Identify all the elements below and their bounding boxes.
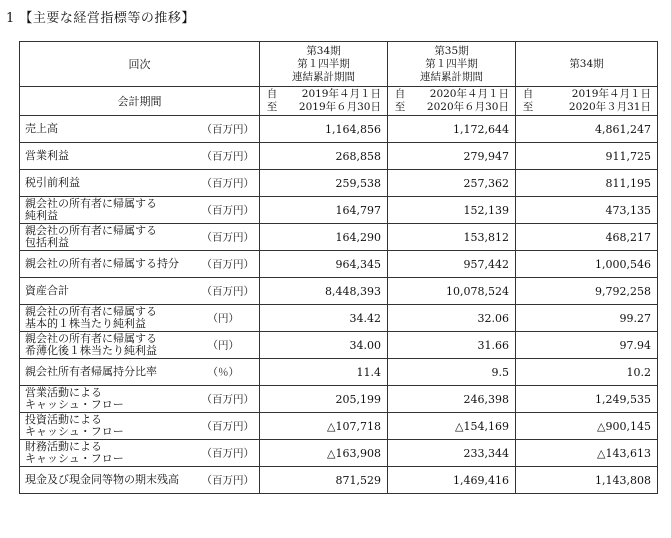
row-label: 親会社の所有者に帰属する bbox=[25, 332, 157, 345]
from-label: 自 bbox=[266, 88, 278, 100]
row-label: 営業利益 bbox=[25, 149, 69, 162]
value-cell: 10.2 bbox=[516, 359, 658, 386]
value-cell: 1,172,644 bbox=[388, 116, 516, 143]
value-cell: △163,908 bbox=[260, 440, 388, 467]
row-label: キャッシュ・フロー bbox=[25, 452, 124, 465]
kaiji-label: 回次 bbox=[20, 42, 260, 87]
value-cell: 246,398 bbox=[388, 386, 516, 413]
table-body bbox=[20, 116, 658, 494]
table-row bbox=[20, 332, 658, 359]
value-cell: △143,613 bbox=[516, 440, 658, 467]
value-cell: 164,290 bbox=[260, 224, 388, 251]
row-unit: （円） bbox=[207, 312, 239, 325]
value-cell: 152,139 bbox=[388, 197, 516, 224]
period-range-fy-34 bbox=[516, 87, 658, 116]
row-unit: （百万円） bbox=[201, 285, 254, 298]
table-row bbox=[20, 170, 658, 197]
row-label-cell bbox=[20, 143, 260, 170]
period-number: 第34期 bbox=[306, 44, 341, 57]
row-label: 資産合計 bbox=[25, 284, 69, 297]
row-label: 現金及び現金同等物の期末残高 bbox=[25, 473, 179, 486]
value-cell: 164,797 bbox=[260, 197, 388, 224]
row-unit: （百万円） bbox=[201, 150, 254, 163]
row-label-cell bbox=[20, 197, 260, 224]
period-quarter: 第１四半期 bbox=[297, 57, 350, 70]
row-label-cell bbox=[20, 467, 260, 494]
value-cell: 811,195 bbox=[516, 170, 658, 197]
table-row bbox=[20, 413, 658, 440]
value-cell: 11.4 bbox=[260, 359, 388, 386]
header-row-kaiji bbox=[20, 42, 658, 87]
column-header-fy-34 bbox=[516, 42, 658, 87]
section-heading: 1 【主要な経営指標等の推移】 bbox=[6, 11, 195, 26]
value-cell: 279,947 bbox=[388, 143, 516, 170]
value-cell: 1,469,416 bbox=[388, 467, 516, 494]
row-label-cell bbox=[20, 386, 260, 413]
from-date: 2019年４月１日 bbox=[571, 88, 651, 100]
table-row bbox=[20, 467, 658, 494]
from-date: 2019年４月１日 bbox=[301, 88, 381, 100]
row-label: 希薄化後１株当たり純利益 bbox=[25, 344, 157, 357]
value-cell: 9.5 bbox=[388, 359, 516, 386]
row-label: 売上高 bbox=[25, 122, 58, 135]
table-row bbox=[20, 143, 658, 170]
financial-indicators-table bbox=[19, 41, 658, 494]
value-cell: 34.00 bbox=[260, 332, 388, 359]
row-unit: （百万円） bbox=[201, 447, 254, 460]
row-label: 親会社の所有者に帰属する bbox=[25, 224, 157, 237]
row-label-cell bbox=[20, 278, 260, 305]
value-cell: 468,217 bbox=[516, 224, 658, 251]
to-date: 2020年３月31日 bbox=[568, 101, 651, 113]
from-label: 自 bbox=[394, 88, 406, 100]
value-cell: 8,448,393 bbox=[260, 278, 388, 305]
row-label: 親会社の所有者に帰属する bbox=[25, 305, 157, 318]
table-row bbox=[20, 359, 658, 386]
value-cell: 99.27 bbox=[516, 305, 658, 332]
value-cell: 268,858 bbox=[260, 143, 388, 170]
to-date: 2019年６月30日 bbox=[298, 101, 381, 113]
row-label-cell bbox=[20, 116, 260, 143]
table-row bbox=[20, 116, 658, 143]
row-unit: （百万円） bbox=[201, 420, 254, 433]
value-cell: 34.42 bbox=[260, 305, 388, 332]
table-row bbox=[20, 305, 658, 332]
period-number: 第35期 bbox=[434, 44, 469, 57]
kikan-label: 会計期間 bbox=[20, 87, 260, 116]
row-unit: （百万円） bbox=[201, 231, 254, 244]
value-cell: 97.94 bbox=[516, 332, 658, 359]
table-row bbox=[20, 440, 658, 467]
row-unit: （百万円） bbox=[201, 204, 254, 217]
value-cell: 205,199 bbox=[260, 386, 388, 413]
row-label: 投資活動による bbox=[25, 413, 102, 426]
period-quarter: 第１四半期 bbox=[425, 57, 478, 70]
row-unit: （百万円） bbox=[201, 177, 254, 190]
row-unit: （百万円） bbox=[201, 258, 254, 271]
row-label-cell bbox=[20, 224, 260, 251]
row-label-cell bbox=[20, 251, 260, 278]
row-label: 包括利益 bbox=[25, 236, 69, 249]
value-cell: 1,000,546 bbox=[516, 251, 658, 278]
row-label: 親会社の所有者に帰属する bbox=[25, 197, 157, 210]
row-label: 純利益 bbox=[25, 209, 58, 222]
value-cell: 957,442 bbox=[388, 251, 516, 278]
row-unit: （円） bbox=[207, 339, 239, 352]
row-label-cell bbox=[20, 440, 260, 467]
value-cell: 871,529 bbox=[260, 467, 388, 494]
period-type: 連結累計期間 bbox=[292, 70, 355, 83]
table-row bbox=[20, 197, 658, 224]
column-header-q1-34 bbox=[260, 42, 388, 87]
from-label: 自 bbox=[522, 88, 534, 100]
value-cell: 10,078,524 bbox=[388, 278, 516, 305]
header-row-kikan bbox=[20, 87, 658, 116]
value-cell: △107,718 bbox=[260, 413, 388, 440]
value-cell: 31.66 bbox=[388, 332, 516, 359]
row-label-cell bbox=[20, 359, 260, 386]
row-label-cell bbox=[20, 413, 260, 440]
value-cell: 259,538 bbox=[260, 170, 388, 197]
row-label: キャッシュ・フロー bbox=[25, 398, 124, 411]
row-label: 親会社所有者帰属持分比率 bbox=[25, 365, 157, 378]
value-cell: 473,135 bbox=[516, 197, 658, 224]
table-row bbox=[20, 386, 658, 413]
period-type: 連結累計期間 bbox=[420, 70, 483, 83]
to-date: 2020年６月30日 bbox=[426, 101, 509, 113]
row-label: 基本的１株当たり純利益 bbox=[25, 317, 146, 330]
value-cell: 911,725 bbox=[516, 143, 658, 170]
row-unit: （％） bbox=[207, 366, 239, 379]
column-header-q1-35 bbox=[388, 42, 516, 87]
period-range-q1-35 bbox=[388, 87, 516, 116]
value-cell: 233,344 bbox=[388, 440, 516, 467]
value-cell: 1,249,535 bbox=[516, 386, 658, 413]
value-cell: 9,792,258 bbox=[516, 278, 658, 305]
value-cell: 257,362 bbox=[388, 170, 516, 197]
row-label-cell bbox=[20, 332, 260, 359]
row-unit: （百万円） bbox=[201, 393, 254, 406]
row-label-cell bbox=[20, 305, 260, 332]
row-label: 財務活動による bbox=[25, 440, 102, 453]
value-cell: 4,861,247 bbox=[516, 116, 658, 143]
from-date: 2020年４月１日 bbox=[429, 88, 509, 100]
table-row bbox=[20, 224, 658, 251]
table-row bbox=[20, 278, 658, 305]
row-label: キャッシュ・フロー bbox=[25, 425, 124, 438]
row-unit: （百万円） bbox=[201, 123, 254, 136]
row-unit: （百万円） bbox=[201, 474, 254, 487]
to-label: 至 bbox=[522, 101, 534, 113]
value-cell: 964,345 bbox=[260, 251, 388, 278]
value-cell: 153,812 bbox=[388, 224, 516, 251]
row-label: 営業活動による bbox=[25, 386, 102, 399]
to-label: 至 bbox=[394, 101, 406, 113]
value-cell: 1,143,808 bbox=[516, 467, 658, 494]
period-number: 第34期 bbox=[569, 57, 604, 70]
value-cell: △154,169 bbox=[388, 413, 516, 440]
value-cell: 32.06 bbox=[388, 305, 516, 332]
value-cell: △900,145 bbox=[516, 413, 658, 440]
to-label: 至 bbox=[266, 101, 278, 113]
row-label-cell bbox=[20, 170, 260, 197]
row-label: 税引前利益 bbox=[25, 176, 80, 189]
period-range-q1-34 bbox=[260, 87, 388, 116]
value-cell: 1,164,856 bbox=[260, 116, 388, 143]
table-row bbox=[20, 251, 658, 278]
row-label: 親会社の所有者に帰属する持分 bbox=[25, 257, 179, 270]
